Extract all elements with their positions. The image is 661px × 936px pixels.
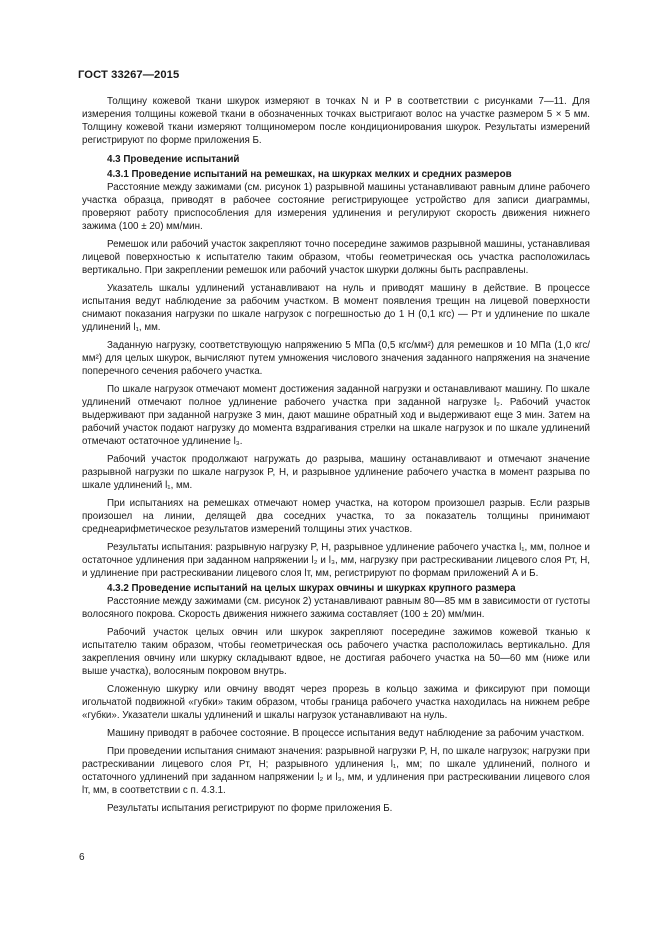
section-heading-4-3: 4.3 Проведение испытаний: [107, 154, 240, 165]
page-number: 6: [79, 852, 85, 863]
paragraph-thickness-measurement: Толщину кожевой ткани шкурок измеряют в точках N и P в соответствии с рисунками 7—11. Для измерения толщины кожевой ткани в обозначенных точках выстригают волос на участке размером 5 × 5 мм. Толщину кожевой ткани измеряют толщиномером после кондиционирования шкурок. Результаты измерений регистрируют по форме приложения Б.: [82, 96, 590, 146]
paragraph-results-4-3-2: Результаты испытания регистрируют по форме приложения Б.: [107, 803, 393, 814]
paragraph-clamp-distance: Расстояние между зажимами (см. рисунок 1) разрывной машины устанавливают равным длине рабочего участка образца, приводят в рабочее состояние регистрирующее устройство для записи диаграммы, проверяют работу приспособления для измерения удлинения и регулируют скорость движения нижнего зажима (100 ± 20) мм/мин.: [82, 182, 590, 232]
paragraph-scale-zero: Указатель шкалы удлинений устанавливают на нуль и приводят машину в действие. В процессе испытания ведут наблюдение за рабочим участком. В момент появления трещин на лицевой поверхности снимают показания нагрузки по шкале нагрузок с погрешностью до 1 Н (0,1 кгс) — Pт и удлинение по шкале удлинений l₁, мм.: [82, 283, 590, 333]
paragraph-whole-skin-fixing: Рабочий участок целых овчин или шкурок закрепляют посередине зажимов кожевой тканью к испытателю таким образом, чтобы геометрическая ось рабочего участка расположилась вертикально. Для закрепления овчину или шкурку складывают вдвое, не достигая рабочего участка на 50—60 мм (ниже или выше участка), волосяным покровом внутрь.: [82, 627, 590, 677]
document-header: ГОСТ 33267—2015: [78, 69, 180, 81]
section-heading-4-3-2: 4.3.2 Проведение испытаний на целых шкурах овчины и шкурках крупного размера: [107, 583, 516, 594]
paragraph-folded-skin: Сложенную шкурку или овчину вводят через прорезь в кольцо зажима и фиксируют при помощи игольчатой подвижной «губки» таким образом, чтобы граница рабочего участка находилась на нижнем ребре «губки». Указатели шкалы удлинений и шкалы нагрузок устанавливают на нуль.: [82, 684, 590, 721]
paragraph-machine-start: Машину приводят в рабочее состояние. В процессе испытания ведут наблюдение за рабочим участком.: [107, 728, 585, 739]
paragraph-results-4-3-1: Результаты испытания: разрывную нагрузку P, Н, разрывное удлинение рабочего участка l₁, мм, полное и остаточное удлинения при заданном напряжении l₂ и l₃, мм, нагрузку при растрескивании лицевого слоя Pт, Н, и удлинение при растрескивании лицевого слоя lт, мм, регистрируют по формам приложений А и Б.: [82, 542, 590, 579]
paragraph-load-scale: По шкале нагрузок отмечают момент достижения заданной нагрузки и останавливают машину. По шкале удлинений отмечают полное удлинение рабочего участка при заданной нагрузке l₂. Рабочий участок выдерживают при заданной нагрузке 3 мин, дают машине обратный ход и выдерживают еще 3 мин. Затем на рабочий участок подают нагрузку до момента вздрагивания стрелки на шкале нагрузок и по шкале удлинений отмечают остаточное удлинение l₃.: [82, 384, 590, 447]
paragraph-strap-fixing: Ремешок или рабочий участок закрепляют точно посередине зажимов разрывной машины, устанавливая лицевой поверхностью к испытателю таким образом, чтобы геометрическая ось участка расположилась вертикально. При закреплении ремешок или рабочий участок шкурки должны быть расправлены.: [82, 239, 590, 276]
section-heading-4-3-1: 4.3.1 Проведение испытаний на ремешках, на шкурках мелких и средних размеров: [107, 169, 512, 180]
paragraph-strap-section: При испытаниях на ремешках отмечают номер участка, на котором произошел разрыв. Если разрыв произошел на линии, делящей два соседних участка, то за показатель толщины принимают среднеарифметическое результатов измерений толщины этих участков.: [82, 498, 590, 535]
paragraph-set-load: Заданную нагрузку, соответствующую напряжению 5 МПа (0,5 кгс/мм²) для ремешков и 10 МПа (1,0 кгс/мм²) для целых шкурок, вычисляют путем умножения числового значения заданного напряжения на значение поперечного сечения рабочего участка.: [82, 340, 590, 377]
paragraph-clamp-distance-large: Расстояние между зажимами (см. рисунок 2) устанавливают равным 80—85 мм в зависимости от густоты волосяного покрова. Скорость движения нижнего зажима составляет (100 ± 20) мм/мин.: [82, 596, 590, 620]
document-body: [82, 95, 590, 815]
paragraph-values-recorded: При проведении испытания снимают значения: разрывной нагрузки P, Н, по шкале нагрузок; нагрузки при растрескивании лицевого слоя Pт, Н; разрывного удлинения l₁, мм; по шкале удлинений, полного и остаточного удлинений при заданном напряжении l₂ и l₃, мм, и удлинения при растрескивании лицевого слоя lт, мм, в соответствии с п. 4.3.1.: [82, 746, 590, 796]
paragraph-load-to-break: Рабочий участок продолжают нагружать до разрыва, машину останавливают и отмечают значение разрывной нагрузки по шкале нагрузок P, Н, и разрывное удлинение рабочего участка в момент разрыва по шкале удлинений l₁, мм.: [82, 454, 590, 491]
